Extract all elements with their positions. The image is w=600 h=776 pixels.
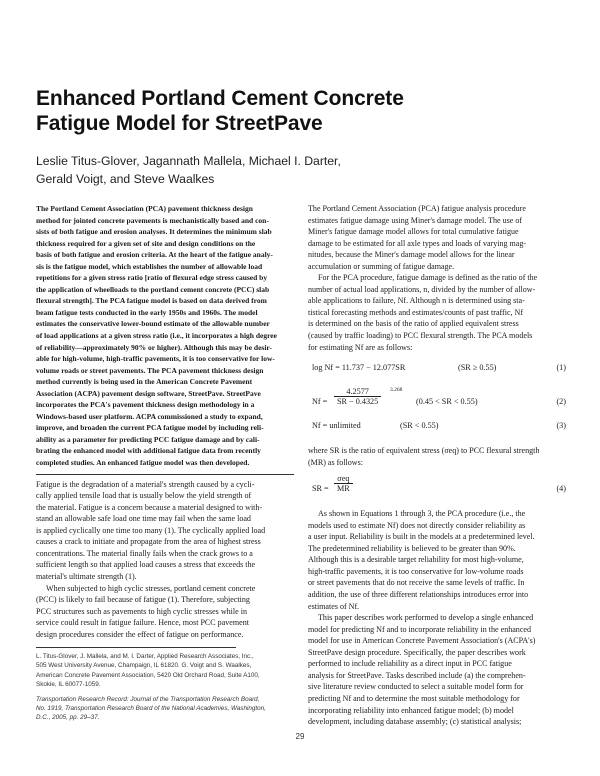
equation-4-denominator: MR	[337, 484, 350, 494]
author-list	[36, 152, 556, 188]
title-line-2: Fatigue Model for StreetPave	[36, 112, 323, 135]
text-line: models used to estimate Nf) does not directly consider reliability as	[308, 520, 526, 530]
text-line: beam fatigue tests conducted in the early 1950s and 1960s. The model	[36, 307, 258, 317]
text-line: thickness required for a given set of site and design conditions on the	[36, 238, 256, 248]
text-line: the application of wheelloads to the portland cement concrete (PCC) slab	[36, 284, 270, 294]
text-line: PCC structures such as pavements to high cyclic stresses while in	[36, 606, 247, 616]
text-line: tistical forecasting methods and estimates/counts of past traffic, Nf	[308, 307, 524, 317]
text-line: damage to be estimated for all axle types and loads of varying mag-	[308, 238, 527, 248]
text-line: cally applied tensile load that is usually below the yield strength of	[36, 491, 252, 501]
text-line: of load applications at a given stress ratio (i.e., it incorporates a high degree	[36, 331, 277, 341]
text-line: or street pavements that do not receive the same levels of traffic. In	[308, 578, 525, 588]
text-line: performed to include reliability as a direct input in PCC fatigue	[308, 659, 512, 669]
author-line-2: Gerald Voigt, and Steve Waalkes	[36, 172, 215, 186]
text-line: Skokie, IL 60077-1059.	[36, 680, 101, 688]
body-paragraph-4	[308, 508, 566, 612]
text-line: The Portland Cement Association (PCA) pavement thickness design	[36, 204, 253, 213]
text-line: flexural strength]. The PCA fatigue model is based on data derived from	[36, 296, 267, 306]
right-column	[308, 203, 566, 728]
text-line: Miner's fatigue damage model allows for total cumulative fatigue	[308, 227, 519, 237]
equation-2-condition: (0.45 < SR < 0.55)	[416, 397, 478, 407]
text-line: is applied cyclically one time too many (1). The cyclically applied load	[36, 525, 266, 535]
text-line: service could result in fatigue failure. Hence, most PCC pavement	[36, 618, 249, 628]
equation-1-expression: log Nf = 11.737 − 12.077SR	[312, 363, 406, 373]
text-line: 505 West University Avenue, Champaign, IL 61820. G. Voigt and S. Waalkes,	[36, 662, 252, 670]
text-line: (caused by traffic loading) to PCC flexural strength. The PCA models	[308, 331, 533, 341]
equation-4-lhs: SR =	[312, 484, 329, 494]
text-line: ability as a parameter for predicting PCC fatigue damage and by cali-	[36, 434, 260, 444]
text-line: nitudes, because the Miner's damage model allows for the linear	[308, 250, 515, 260]
text-line: When subjected to high cyclic stresses, portland cement concrete	[46, 583, 256, 593]
text-line: sive literature review conducted to select a suitable model form for	[308, 682, 524, 692]
equation-3	[308, 421, 566, 445]
text-line: For the PCA procedure, fatigue damage is defined as the ratio of the	[318, 273, 538, 283]
text-line: number of actual load applications, n, divided by the number of allow-	[308, 284, 536, 294]
text-line: method for jointed concrete pavements is mechanistically based and con-	[36, 215, 269, 225]
equation-4-fraction	[334, 474, 353, 493]
text-line: analysis for StreetPave. Tasks described include (a) the comprehen-	[308, 670, 526, 680]
equation-1	[308, 363, 566, 387]
text-line: model for predicting Nf and to incorporate reliability in the enhanced	[308, 624, 531, 634]
equation-2-fraction	[334, 387, 381, 406]
text-line: estimates the conservative lower-bound estimate of the allowable number	[36, 319, 270, 329]
affiliation-note	[36, 652, 294, 689]
equation-2-exponent: 3.268	[390, 387, 403, 394]
equation-1-condition: (SR ≥ 0.55)	[458, 363, 497, 373]
text-line: Transportation Research Record: Journal of the Transportation Research Board,	[36, 696, 260, 704]
text-line: L. Titus-Glover, J. Mallela, and M. I. Darter, Applied Research Associates, Inc.,	[36, 653, 254, 661]
equation-2	[308, 387, 566, 421]
body-paragraph-2	[308, 272, 566, 353]
text-line: Although this is a desirable target reliability for most high-volume,	[308, 555, 524, 565]
text-line: completed studies. An enhanced fatigue model was then developed.	[36, 458, 250, 468]
text-line: model for use in American Concrete Pavement Association's (ACPA's)	[308, 636, 536, 646]
text-line: (MR) as follows:	[308, 457, 363, 467]
text-line: American Concrete Pavement Association, 5420 Old Orchard Road, Suite A100,	[36, 671, 260, 679]
body-paragraph-1	[308, 203, 566, 272]
text-line: predicting Nf and to determine the most suitable methodology for	[308, 693, 520, 703]
equation-3-number: (3)	[556, 421, 566, 431]
equation-3-expression: Nf = unlimited	[312, 421, 361, 431]
text-line: able applications to failure, Nf. Although n is determined using sta-	[308, 296, 525, 306]
footnote	[36, 647, 294, 722]
text-line: The predetermined reliability is believed to be greater than 90%.	[308, 543, 516, 553]
paper-title	[36, 86, 556, 136]
text-line: material's ultimate strength (1).	[36, 571, 137, 581]
abstract	[36, 203, 294, 469]
intro-paragraph-1	[36, 479, 294, 583]
equation-2-number: (2)	[556, 397, 566, 407]
intro-paragraph-2	[36, 583, 294, 641]
equation-4	[308, 474, 566, 508]
text-line: incorporates the PCA's pavement thickness design methodology in a	[36, 400, 255, 410]
text-line: basis of both fatigue and erosion criteria. At the heart of the fatigue analy-	[36, 250, 273, 260]
text-line: accumulation or summing of fatigue damage.	[308, 261, 455, 271]
body-paragraph-5	[308, 612, 566, 727]
text-line: sufficient length so that applied load causes a stress that exceeds the	[36, 560, 256, 570]
text-line: estimates fatigue damage using Miner's damage model. The use of	[308, 215, 523, 225]
text-line: D.C., 2005, pp. 29–37.	[36, 714, 100, 722]
text-line: stand an allowable safe load one time may fail when the same load	[36, 514, 251, 524]
text-line: The Portland Cement Association (PCA) fatigue analysis procedure	[308, 204, 526, 213]
equation-1-number: (1)	[556, 363, 566, 373]
footnote-divider	[36, 647, 236, 648]
text-line: method currently is being used in the American Concrete Pavement	[36, 377, 253, 387]
author-line-1: Leslie Titus-Glover, Jagannath Mallela, Michael I. Darter,	[36, 154, 341, 168]
text-line: able for high-volume, high-traffic pavements, it is too conservative for low-	[36, 354, 275, 364]
text-line: addition, the use of three different relationships introduces error into	[308, 590, 529, 600]
text-line: estimates of Nf.	[308, 601, 360, 611]
equation-4-number: (4)	[556, 484, 566, 494]
text-line: StreetPave design procedure. Specifically, the paper describes work	[308, 647, 526, 657]
text-line: incorporating reliability into enhanced fatigue model; (b) model	[308, 705, 514, 715]
equation-2-denominator: SR − 0.4325	[337, 397, 379, 407]
left-column	[36, 203, 294, 723]
text-line: high-traffic pavements, it is too conservative for low-volume roads	[308, 566, 524, 576]
text-line: concentrations. The material finally fails when the crack grows to a	[36, 548, 253, 558]
text-line: of reliability—approximately 90% or higher). Although this may be desir-	[36, 342, 272, 352]
text-line: sists of both fatigue and erosion analyses. It determines the minimum slab	[36, 227, 272, 237]
text-line: development, including database assembly; (c) statistical analysis;	[308, 717, 522, 727]
equation-2-numerator: 4.2577	[334, 387, 381, 397]
text-line: No. 1919, Transportation Research Board of the National Academies, Washington,	[36, 705, 266, 713]
text-line: This paper describes work performed to develop a single enhanced	[318, 613, 534, 623]
citation-note	[36, 695, 294, 723]
text-line: sis is the fatigue model, which establishes the number of allowable load	[36, 261, 263, 271]
text-line: brating the enhanced model with additional fatigue data from recently	[36, 446, 261, 456]
text-line: where SR is the ratio of equivalent stress (σeq) to PCC flexural strength	[308, 446, 540, 456]
text-line: design procedures consider the effect of fatigue on performance.	[36, 629, 244, 639]
equation-2-lhs: Nf =	[312, 397, 328, 407]
text-line: As shown in Equations 1 through 3, the PCA procedure (i.e., the	[318, 509, 526, 519]
page-number: 29	[295, 732, 305, 741]
abstract-divider	[36, 474, 294, 475]
equation-4-numerator: σeq	[334, 474, 353, 484]
text-line: Association (ACPA) pavement design software, StreetPave. StreetPave	[36, 388, 261, 398]
title-line-1: Enhanced Portland Cement Concrete	[36, 87, 404, 110]
text-line: Fatigue is the degradation of a material's strength caused by a cycli-	[36, 479, 255, 489]
text-line: improve, and broaden the current PCA fatigue model by including reli-	[36, 423, 264, 433]
text-line: Windows-based user platform. ACPA commissioned a study to expand,	[36, 411, 263, 421]
body-paragraph-3	[308, 445, 566, 468]
text-line: a user input. Reliability is built in the models at a predetermined level.	[308, 532, 535, 542]
text-line: for estimating Nf are as follows:	[308, 342, 413, 352]
equation-3-condition: (SR < 0.55)	[400, 421, 439, 431]
text-line: volume roads or street pavements. The PCA pavement thickness design	[36, 365, 264, 375]
text-line: (PCC) is likely to fail because of fatigue (1). Therefore, subjecting	[36, 595, 250, 605]
text-line: is determined on the basis of the ratio of applied equivalent stress	[308, 319, 519, 329]
text-line: the material. Fatigue is a concern because a material designed to with-	[36, 502, 263, 512]
text-line: causes a crack to initiate and propagate from the area of highest stress	[36, 537, 261, 547]
text-line: repetitions for a given stress ratio [ratio of flexural edge stress caused by	[36, 273, 268, 283]
